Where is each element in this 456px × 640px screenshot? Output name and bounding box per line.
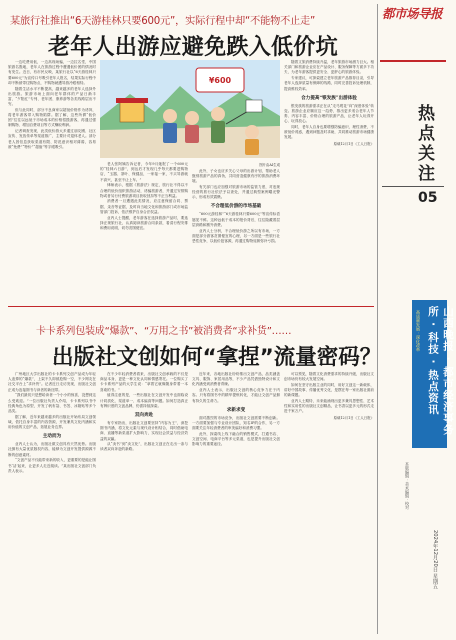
paragraph: 业内人士提醒，老年游客在选择旅游产品时，要选择正规旅行社，认真阅读旅游合同条款，看清行程安排和费用说明，切勿贪图便宜。 [100,215,188,230]
article1-subhead-2: 合力提高“银发族”出游体验 [301,95,357,101]
sidebar-banner [412,300,454,448]
paragraph: 专家建议，可探索建立老年旅游产品推荐目录，引导老年人选择质量有保障的线路，同时完善投诉处理机制，提高维权效率。 [284,76,374,91]
paragraph: 老人张阿姨告诉记者，今年9月她报了一个600元的“桂林六日游”，到达后才发现几乎每天都要进购物店，“玉器、茶叶、保健品，一家接一家，不买导游就不高兴，甚至不让上车。” [100,162,188,182]
paragraph: 值得注意的是，一些出版社在文创开发中也面临设计同质化、渠道单一、成本偏高等问题。如何打造真正有辨识度的文创品牌，仍需持续探索。 [100,393,188,408]
editor-credits: 本版编辑 · 美术编辑 · 校对 [405,462,410,510]
section-title: 热点关注 [414,104,434,184]
paragraph: 业内人士认为，出版社做文创具有天然优势。出版社拥有大量优质版权内容，能够为文创开发提供源源不断的创意素材。 [8,442,96,457]
article1-column-2 [100,162,188,302]
paragraph: 同时，老年人自身也要增强防骗意识，理性消费，不被低价诱惑，遇到问题及时求助，共同推动旅游市场健康发展。 [284,125,374,140]
paragraph: 消费者一旦遭遇此类情况，应注意保留合同、票据、录音等证据，及时向当地文化和旅游部门或市场监管部门投诉，依法维护自身合法权益。 [100,199,188,214]
masthead-rule [380,60,446,62]
article1-subhead-1: 不合理低价游的市场基础 [210,204,262,210]
paragraph: “我们最初只是想给读者一个小小的惊喜，没想到这么受欢迎。”一位出版社负责人介绍，卡卡系列以书中经典角色为原型，开发了帆布袋、书签、冰箱贴等多个品类。 [8,393,96,413]
paragraph: 可以预见，随着文化消费需求的持续升级，出版社文创市场仍有较大发展空间。 [284,372,374,382]
paragraph: 如何在坚守出版主业的同时，用好文创这一新载体，讲好中国故事、传播优秀文化，是摆在每一家出版社面前的新课题。 [284,382,374,398]
paragraph: 业内人士分析，不合理低价游之所以有市场，一方面是部分游客贪图便宜的心理，另一方面是一些旅行社恶性竞争，以低价抢客源，再通过购物返佣弥补亏损。 [192,228,280,243]
svg-text:¥600: ¥600 [208,76,232,85]
paragraph: “文创产品不仅能带来新的收入，更重要的是能让图书‘活’起来，让更多人走近阅读。”某出版社文创部门负责人表示。 [8,458,96,473]
paragraph: 随着生活水平不断提高，越来越多的老年人选择外出旅游。旅游市场上面向老年群体的产品日渐丰富，“夕阳红”专列、老年团、康养游等各类线路层出不穷。 [8,86,96,107]
article2-subhead-3: 求新求变 [226,407,246,413]
article1-column-3 [192,162,280,302]
cartoon-scene-icon [100,60,280,158]
article-divider [8,306,374,307]
masthead-title: 都市场导报 [382,6,443,21]
paragraph: “600元游桂林”“6天游桂林只要600元”等宣传标语屡见不鲜。这种远低于成本的报价背后，往往隐藏着层层套路和额外消费。 [192,212,280,227]
paragraph: 面对激烈的市场竞争，出版社文创需要不断创新。一方面要加强与专业设计团队、知名IP的合作，另一方面要关注年轻消费者的审美偏好和消费习惯。 [192,415,280,431]
paragraph: 从“卖书”到“卖文化”，出版社文创正在走出一条与读者双向奔赴的新路。 [100,442,188,452]
article1-headline: 老年人出游应避免跌入低价坑 [48,35,338,60]
article1-column-4 [284,60,374,300]
sidebar-divider [377,4,378,634]
article2-kicker: 卡卡系列包装成“爆款”、“万用之书”被消费者“求补货”…… [36,326,292,337]
article2-subhead-1: 主动而为 [42,434,62,440]
article1-column-1 [8,60,96,292]
masthead-logo [382,4,444,44]
paragraph: 律师表示，根据《旅游法》规定，旅行社不得以不合理的低价组织旅游活动，诱骗旅游者，并通过安排购物或者另行付费旅游项目获取回扣等不正当利益。 [100,183,188,198]
issue-date: 2024年12月20日 星期五 [432,530,438,590]
paragraph: 有关部门也应加强对旅游市场的监管力度，对违规经营的旅行社依法予以查处，并通过典型案例曝光警示，形成有效震慑。 [192,184,280,200]
paragraph: 近年来，各地出版社纷纷推出文创产品，品类涵盖文具、服饰、家居用品等，不少产品凭借独特设计和文化内涵受到消费者青睐。 [192,372,280,387]
banner-text: 山西晚报 · 都市经济事务所 · 科技 · 热点资讯 [427,306,454,436]
banner-subtext: 高质量发展 · 深化改革 [416,310,421,352]
article2-column-3 [192,372,280,634]
paragraph: 业内人士期待，未来能涌现出更多兼具思想性、艺术性和实用性的出版社文创精品，让书香以更多元的形式走进千家万户。 [284,399,374,414]
section-divider [382,186,444,187]
paragraph: 有专家指出，出版社文创要坚持“内容为王”，深挖图书内涵，将文化元素与现代设计相结合，同时借助电商、直播等新渠道扩大影响力，实现社会效益与经济效益的双赢。 [100,420,188,441]
paragraph: 随着文旅消费持续升温，老年旅游市场潜力巨大。相关部门和旅游企业应在产品设计、服务保障等方面多下功夫，为老年游客提供更安全、更舒心的旅游体验。 [284,60,374,75]
article2-byline: 原载12月1日《工人日报》 [333,415,374,420]
article1-byline: 原载12月1日《工人日报》 [333,141,374,146]
article2-subhead-2: 双向奔赴 [134,412,154,418]
illustration-cartoon [100,60,280,158]
paragraph: 记者调查发现，此类低价游大多通过朋友圈、社区宣传、发放传单等渠道推广，主要针对退休老人。部分老人因信息获取渠道有限、防范意识相对薄弱，容易被“免费”“特价”“超值”等字眼吸引。 [8,129,96,149]
image-credit: 图片由AI生成 [259,163,280,167]
paragraph: 在不少年轻消费者看来，出版社文创承载的不仅是商品本身，更是一种文化认同和情感寄托。一位购买了卡卡系列产品的大学生说：“拿着它就像随身带着一本喜欢的书。” [100,372,188,392]
article2-column-4 [284,372,374,634]
paragraph: 银发族的旅游需求正在从“走马观花”向“深度体验”转变。旅游企业应顺应这一趋势，推出更多适合老年人节奏、内容丰富、价格合理的旅游产品，让老年人玩得开心、玩得放心。 [284,103,374,124]
page-number: 05 [418,190,438,206]
paragraph: 业内人士表示，出版社文创的核心竞争力在于内容。只有将图书中的精华提炼转化，才能让文创产品拥有持久的生命力。 [192,388,280,403]
article2-headline: 出版社文创如何“拿捏”流量密码？ [52,345,382,370]
paragraph: 一边吃费用低，一边高现场骗，一边拉名堂，中国旅游名胜地，老年人在旅游过程中遭遇低价团的情况时有发生。近日，有市民反映，某旅行社以“6天游桂林只要600元”为宣传口号吸引老年人报名，结果实际行程中却不断被带往购物点，不购物就遭导游冷眼相待。 [8,60,96,85]
paragraph: 广州地区大学出版社的卡卡系列文创产品成为年轻人追捧的“爆款”，上架不久即被抢购一空，不少网友在社交平台上“求补货”。记者近日走访发现，出版社文创正成为连接图书与读者的新纽带。 [8,372,96,392]
paragraph: 此外，子女也应多关心父母的出游计划，帮助老人甄别旅游产品的真伪，共同营造健康有序的旅游消费环境。 [192,168,280,184]
article2-column-1 [8,372,96,634]
article1-kicker: 某旅行社推出“6天游桂林只要600元”，实际行程中却“不能物不止走” [10,16,316,27]
paragraph: 据了解，近年来越来越多的出版社开始布局文创领域，依托自身丰富的内容资源，开发兼具文化内涵和实用价值的文创产品，拓展业务边界。 [8,414,96,430]
article2-column-2 [100,372,188,634]
paragraph: 此外，探索线上线下融合的销售模式，打通书店、文创空间、电商平台等多元渠道，也是提升出版社文创影响力的重要途径。 [192,431,280,447]
paragraph: 但与此同时，部分不良商家以超低价格作为诱饵，将老年游客带入购物陷阱。据了解，这些所谓“低价团”往往以远低于市场成本的价格招揽游客，再通过强制购物、增加自费项目等方式赚取利润。 [8,107,96,128]
